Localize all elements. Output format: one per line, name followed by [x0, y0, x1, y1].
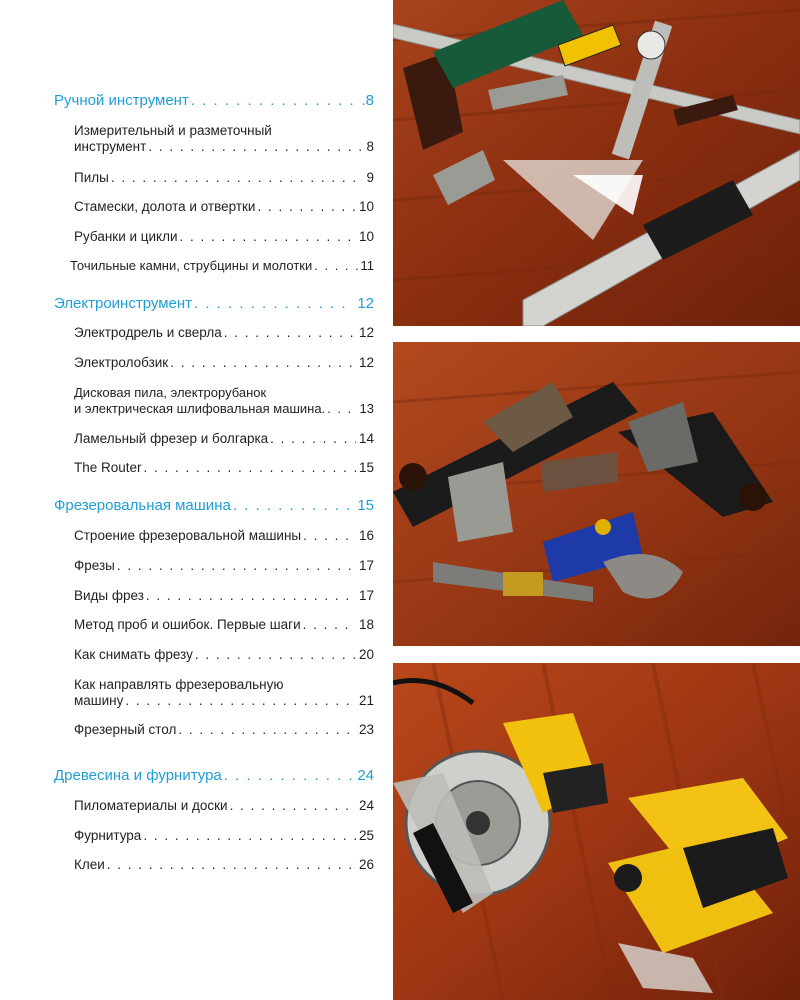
- dot-leader: [191, 92, 359, 110]
- dot-leader: [125, 693, 356, 709]
- section-title: Электроинструмент: [54, 295, 193, 312]
- page-number: 13: [359, 401, 374, 416]
- toc-item[interactable]: [74, 857, 374, 873]
- toc-section-power-tools[interactable]: [54, 295, 374, 313]
- toc-item[interactable]: [70, 258, 374, 274]
- item-title-line: машину: [74, 693, 124, 708]
- dot-leader: [224, 767, 355, 785]
- item-title: Метод проб и ошибок. Первые шаги: [74, 617, 301, 632]
- toc-item[interactable]: [74, 199, 374, 215]
- page-number: 24: [358, 798, 374, 813]
- dot-leader: [144, 460, 356, 476]
- dot-leader: [303, 528, 356, 544]
- item-title: Рубанки и цикли: [74, 229, 178, 244]
- toc-item[interactable]: [74, 229, 374, 245]
- toc-item[interactable]: [74, 677, 374, 709]
- section-title: Древесина и фурнитура: [54, 767, 222, 784]
- toc-item[interactable]: [74, 460, 374, 476]
- page-number: 17: [358, 588, 374, 603]
- dot-leader: [107, 857, 356, 873]
- item-title-line: Дисковая пила, электрорубанок: [74, 385, 267, 400]
- item-title: Точильные камни, струбцины и молотки: [70, 258, 313, 273]
- page-number: 15: [357, 497, 374, 514]
- toc-item[interactable]: [74, 828, 374, 844]
- section-title: Фрезеровальная машина: [54, 497, 231, 514]
- dot-leader: [117, 558, 356, 574]
- photo-hand-planes: [393, 342, 800, 646]
- dot-leader: [148, 139, 363, 155]
- item-title: Фурнитура: [74, 828, 142, 843]
- toc-item[interactable]: [74, 617, 374, 633]
- dot-leader: [195, 647, 356, 663]
- page-number: 23: [358, 722, 374, 737]
- item-title: Клеи: [74, 857, 105, 872]
- page-number: .8: [361, 92, 374, 109]
- item-title: The Router: [74, 460, 142, 475]
- toc-section-wood-fittings[interactable]: [54, 767, 374, 785]
- page-number: 12: [358, 355, 374, 370]
- dot-leader: [146, 588, 356, 604]
- toc-item[interactable]: [74, 355, 374, 371]
- photo-measuring-tools: [393, 0, 800, 326]
- page-number: 24: [357, 767, 374, 784]
- dot-leader: [314, 258, 357, 274]
- page-number: 15: [358, 460, 374, 475]
- toc-section-router[interactable]: [54, 497, 374, 515]
- page-number: 16: [358, 528, 374, 543]
- item-title: Как снимать фрезу: [74, 647, 193, 662]
- dot-leader: [178, 722, 356, 738]
- item-title: Электродрель и сверла: [74, 325, 222, 340]
- item-title: Стамески, долота и отвертки: [74, 199, 256, 214]
- page-number: 10: [358, 199, 374, 214]
- toc-item[interactable]: [74, 558, 374, 574]
- toc-item[interactable]: [74, 588, 374, 604]
- item-title: Виды фрез: [74, 588, 144, 603]
- page-number: 26: [358, 857, 374, 872]
- item-title-line: Как направлять фрезеровальную: [74, 677, 284, 692]
- toc-item[interactable]: [74, 647, 374, 663]
- item-title: Пиломатериалы и доски: [74, 798, 228, 813]
- page-number: 12: [358, 325, 374, 340]
- section-title: Ручной инструмент: [54, 92, 189, 109]
- item-title: Ламельный фрезер и болгарка: [74, 431, 269, 446]
- page-number: 8: [366, 139, 374, 154]
- page-number: 11: [360, 258, 374, 273]
- dot-leader: [327, 401, 356, 417]
- dot-leader: [303, 617, 356, 633]
- item-title: Фрезы: [74, 558, 115, 573]
- dot-leader: [257, 199, 356, 215]
- toc-item[interactable]: [74, 722, 374, 738]
- toc-item[interactable]: [74, 528, 374, 544]
- dot-leader: [230, 798, 356, 814]
- dot-leader: [180, 229, 356, 245]
- item-title: Электролобзик: [74, 355, 169, 370]
- toc-item[interactable]: [74, 325, 374, 341]
- table-of-contents: [0, 0, 392, 1000]
- item-title: Фрезерный стол: [74, 722, 177, 737]
- page-number: 14: [358, 431, 374, 446]
- page-number: 25: [358, 828, 374, 843]
- dot-leader: [111, 170, 364, 186]
- measuring-tools-illustration: [393, 0, 800, 326]
- page-number: 21: [358, 693, 374, 708]
- page-number: 9: [366, 170, 374, 185]
- toc-item[interactable]: [74, 798, 374, 814]
- page-number: 10: [358, 229, 374, 244]
- item-title-line: и электрическая шлифовальная машина.: [74, 401, 326, 416]
- item-title: Строение фрезеровальной машины: [74, 528, 302, 543]
- dot-leader: [170, 355, 356, 371]
- hand-planes-illustration: [393, 342, 800, 646]
- item-title-line: Измерительный и разметочный: [74, 123, 272, 138]
- power-tools-illustration: [393, 663, 800, 1000]
- dot-leader: [270, 431, 356, 447]
- dot-leader: [224, 325, 356, 341]
- dot-leader: [233, 497, 354, 515]
- dot-leader: [194, 295, 354, 313]
- photo-power-tools: [393, 663, 800, 1000]
- toc-item[interactable]: [74, 431, 374, 447]
- item-title: Пилы: [74, 170, 109, 185]
- toc-item[interactable]: [74, 123, 374, 155]
- page-number: 17: [358, 558, 374, 573]
- page-number: 12: [357, 295, 374, 312]
- toc-item[interactable]: [74, 385, 374, 417]
- toc-section-hand-tools[interactable]: [54, 92, 374, 110]
- page-number: 18: [358, 617, 374, 632]
- toc-item[interactable]: [74, 170, 374, 186]
- page-number: 20: [358, 647, 374, 662]
- item-title-line: инструмент: [74, 139, 147, 154]
- dot-leader: [143, 828, 356, 844]
